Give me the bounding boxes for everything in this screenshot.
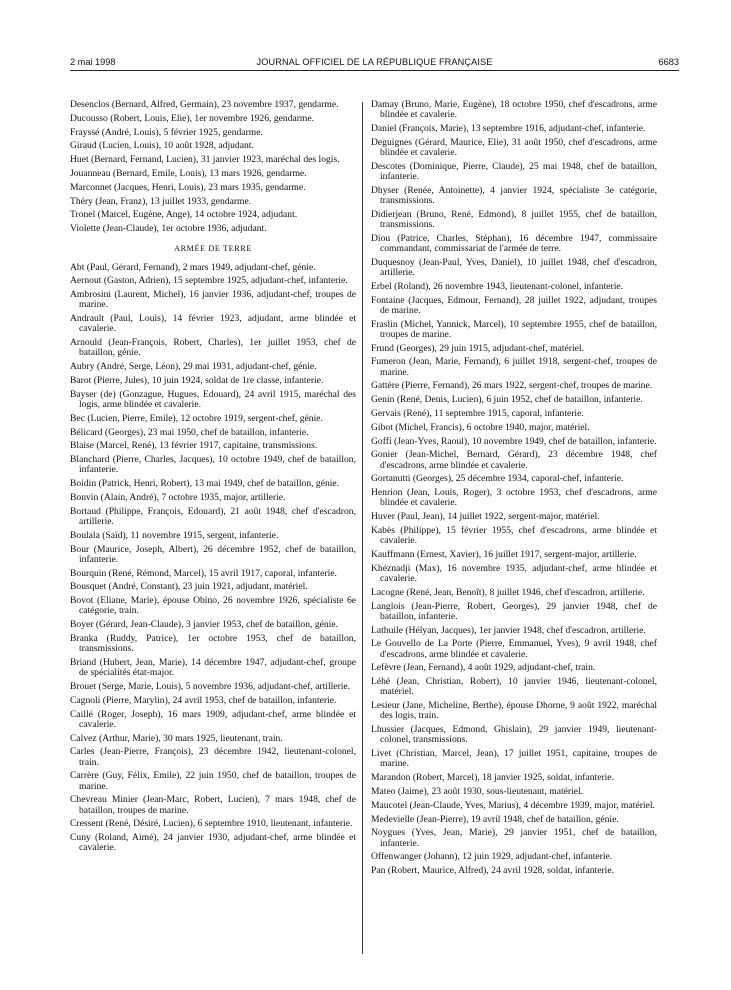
list-item: Ambrosini (Laurent, Michel), 16 janvier 1936, adjudant-chef, troupes de marine. [70, 289, 356, 311]
list-item: Abt (Paul, Gérard, Fernand), 2 mars 1949, adjudant-chef, génie. [70, 261, 316, 273]
list-item: Aernout (Gaston, Adrien), 15 septembre 1925, adjudant-chef, infanterie. [70, 275, 348, 287]
header-rule [70, 70, 679, 71]
list-item: Bourquin (René, Rémond, Marcel), 15 avril 1917, caporal, infanterie. [70, 567, 337, 579]
list-item: Chevreau Minier (Jean-Marc, Robert, Lucien), 7 mars 1948, chef de bataillon, troupes de marine. [70, 794, 356, 816]
list-item: Marandon (Robert, Marcel), 18 janvier 1925, soldat, infanterie. [371, 772, 614, 784]
list-item: Brouet (Serge, Marie, Louis), 5 novembre 1936, adjudant-chef, artillerie. [70, 680, 351, 692]
list-item: Cagnoli (Pierre, Marylin), 24 avril 1953, chef de bataillon, infanterie. [70, 694, 337, 706]
list-item: Huver (Paul, Jean), 14 juillet 1922, sergent-major, matériel. [371, 511, 600, 523]
list-item: Gortanutti (Georges), 25 décembre 1934, caporal-chef, infanterie. [371, 473, 624, 485]
list-item: Langlois (Jean-Pierre, Robert, Georges), 29 janvier 1948, chef de bataillon, infanterie. [371, 600, 657, 622]
list-item: Gibot (Michel, Francis), 6 octobre 1940, major, matériel. [371, 421, 590, 433]
list-item: Barot (Pierre, Jules), 10 juin 1924, soldat de 1re classe, infanterie. [70, 374, 324, 386]
list-item: Bayser (de) (Gonzague, Hugues, Edouard), 24 avril 1915, maréchal des logis, arme blindée et cavalerie. [70, 388, 356, 410]
list-item: Offenwanger (Johann), 12 juin 1929, adjudant-chef, infanterie. [371, 851, 613, 863]
list-item: Mateo (Jaime), 23 août 1930, sous-lieutenant, matériel. [371, 785, 584, 797]
list-item: Erbel (Roland), 26 novembre 1943, lieutenant-colonel, infanterie. [371, 280, 624, 292]
list-item: Damay (Bruno, Marie, Eugène), 18 octobre 1950, chef d'escadrons, arme blindée et cavalerie. [371, 99, 657, 121]
list-item: Blaise (Marcel, René), 13 février 1917, capitaine, transmissions. [70, 440, 318, 452]
list-item: Carrère (Guy, Félix, Emile), 22 juin 1950, chef de bataillon, troupes de marine. [70, 770, 356, 792]
header-date: 2 mai 1998 [70, 57, 116, 67]
list-item: Frund (Georges), 29 juin 1915, adjudant-chef, matériel. [371, 342, 584, 354]
list-item: Gonier (Jean-Michel, Bernard, Gérard), 23 décembre 1948, chef d'escadrons, arme blindée et cavalerie. [371, 449, 657, 471]
header-journal-title: JOURNAL OFFICIEL DE LA RÉPUBLIQUE FRANÇAISE [256, 57, 493, 67]
list-item: Fumeron (Jean, Marie, Fernand), 6 juillet 1918, sergent-chef, troupes de marine. [371, 356, 657, 378]
list-item: Bortaud (Philippe, François, Edouard), 21 août 1948, chef d'escadron, artillerie. [70, 505, 356, 527]
army-list-left [70, 263, 356, 854]
list-item: Maucotel (Jean-Claude, Yves, Marius), 4 décembre 1939, major, matériel. [371, 799, 655, 811]
list-item: Lacogne (René, Jean, Benoît), 8 juillet 1946, chef d'escadron, artillerie. [371, 586, 645, 598]
list-item: Frayssé (André, Louis), 5 février 1925, gendarme. [70, 126, 263, 138]
list-item: Deguignes (Gérard, Maurice, Elie), 31 août 1950, chef d'escadrons, arme blindée et cavalerie. [371, 136, 657, 158]
list-item: Violette (Jean-Claude), 1er octobre 1936, adjudant. [70, 223, 267, 235]
list-item: Lefèvre (Jean, Fernand), 4 août 1929, adjudant-chef, train. [371, 662, 596, 674]
list-item: Henrion (Jean, Louis, Roger), 3 octobre 1953, chef d'escadrons, arme blindée et cavalerie. [371, 487, 657, 509]
list-item: Medevielle (Jean-Pierre), 19 avril 1948, chef de bataillon, génie. [371, 813, 619, 825]
list-item: Boyer (Gérard, Jean-Claude), 3 janvier 1953, chef de bataillon, génie. [70, 619, 338, 631]
list-item: Lathuile (Hélyan, Jacques), 1er janvier 1948, chef d'escadron, artillerie. [371, 624, 646, 636]
list-item: Aubry (André, Serge, Léon), 29 mai 1931, adjudant-chef, génie. [70, 361, 317, 373]
list-item: Duquesnoy (Jean-Paul, Yves, Daniel), 10 juillet 1948, chef d'escadron, artillerie. [371, 256, 657, 278]
list-item: Ducousso (Robert, Louis, Elie), 1er novembre 1926, gendarme. [70, 112, 315, 124]
list-item: Bovot (Eliane, Marie), épouse Obino, 26 novembre 1926, spécialiste 6e catégorie, train. [70, 595, 356, 617]
list-item: Boulala (Saïd), 11 novembre 1915, sergent, infanterie. [70, 529, 279, 541]
list-item: Blanchard (Pierre, Charles, Jacques), 10 octobre 1949, chef de bataillon, infanterie. [70, 454, 356, 476]
list-item: Théry (Jean, Franz), 13 juillet 1933, gendarme. [70, 195, 252, 207]
list-item: Lesieur (Jane, Micheline, Berthe), épouse Dhorne, 9 août 1922, maréchal des logis, train. [371, 700, 657, 722]
list-item: Noygues (Yves, Jean, Marie), 29 janvier 1951, chef de bataillon, infanterie. [371, 827, 657, 849]
list-item: Didierjean (Bruno, René, Edmond), 8 juillet 1955, chef de bataillon, transmissions. [371, 208, 657, 230]
list-item: Goffi (Jean-Yves, Raoul), 10 novembre 1949, chef de bataillon, infanterie. [371, 435, 657, 447]
army-list-right [371, 100, 657, 876]
column-divider [362, 102, 363, 954]
page-header [70, 57, 679, 71]
list-item: Marconnet (Jacques, Henri, Louis), 23 mars 1935, gendarme. [70, 181, 306, 193]
list-item: Pan (Robert, Maurice, Alfred), 24 avril 1928, soldat, infanterie. [371, 865, 614, 877]
list-item: Kabès (Philippe), 15 février 1955, chef d'escadrons, arme blindée et cavalerie. [371, 524, 657, 547]
list-item: Huet (Bernard, Fernand, Lucien), 31 janvier 1923, maréchal des logis. [70, 154, 340, 166]
list-item: Léhé (Jean, Christian, Robert), 10 janvier 1946, lieutenant-colonel, matériel. [371, 676, 657, 698]
list-item: Arnould (Jean-François, Robert, Charles), 1er juillet 1953, chef de bataillon, génie. [70, 337, 356, 359]
section-title: ARMÉE DE TERRE [174, 244, 252, 254]
list-item: Jouanneau (Bernard, Emile, Louis), 13 mars 1926, gendarme. [70, 167, 307, 179]
list-item: Le Gouvello de La Porte (Pierre, Emmanuel, Yves), 9 avril 1948, chef d'escadrons, arme blindée et cavalerie. [371, 638, 657, 660]
list-item: Fraslin (Michel, Yannick, Marcel), 10 septembre 1955, chef de bataillon, troupes de marine. [371, 318, 657, 340]
list-item: Bélicard (Georges), 23 mai 1950, chef de bataillon, infanterie. [70, 426, 309, 438]
list-item: Calvez (Arthur, Marie), 30 mars 1925, lieutenant, train. [70, 732, 283, 744]
list-item: Caillé (Roger, Joseph), 16 mars 1909, adjudant-chef, arme blindée et cavalerie. [70, 708, 356, 730]
left-column [70, 100, 356, 857]
header-page-number: 6683 [658, 57, 679, 67]
list-item: Cressent (René, Désiré, Lucien), 6 septembre 1910, lieutenant, infanterie. [70, 818, 353, 830]
list-item: Gattère (Pierre, Fernand), 26 mars 1922, sergent-chef, troupes de marine. [371, 380, 653, 392]
list-item: Boidin (Patrick, Henri, Robert), 13 mai 1949, chef de bataillon, génie. [70, 478, 340, 490]
list-item: Dhyser (Renée, Antoinette), 4 janvier 1924, spécialiste 3e catégorie, transmissions. [371, 184, 657, 206]
list-item: Carles (Jean-Pierre, François), 23 décembre 1942, lieutenant-colonel, train. [70, 746, 356, 768]
list-item: Fontaine (Jacques, Edmour, Fernand), 28 juillet 1922, adjudant, troupes de marine. [371, 294, 657, 316]
gendarmerie-list [70, 100, 356, 234]
list-item: Livet (Christian, Marcel, Jean), 17 juillet 1951, capitaine, troupes de marine. [371, 748, 657, 770]
list-item: Giraud (Lucien, Louis), 10 août 1928, adjudant. [70, 140, 254, 152]
list-item: Bour (Maurice, Joseph, Albert), 26 décembre 1952, chef de bataillon, infanterie. [70, 543, 356, 565]
list-item: Cuny (Roland, Aimé), 24 janvier 1930, adjudant-chef, arme blindée et cavalerie. [70, 832, 356, 854]
list-item: Bec (Lucien, Pierre, Emile), 12 octobre 1919, sergent-chef, génie. [70, 412, 323, 424]
list-item: Bousquet (André, Constant), 23 juin 1921, adjudant, matériel. [70, 581, 308, 593]
list-item: Khéznadji (Max), 16 novembre 1935, adjudant-chef, arme blindée et cavalerie. [371, 562, 657, 584]
list-item: Andrault (Paul, Louis), 14 février 1923, adjudant, arme blindée et cavalerie. [70, 313, 356, 335]
list-item: Genin (René, Denis, Lucien), 6 juin 1952, chef de bataillon, infanterie. [371, 394, 643, 406]
right-column [371, 100, 657, 880]
list-item: Daniel (François, Marie), 13 septembre 1916, adjudant-chef, infanterie. [371, 123, 646, 134]
list-item: Bonvin (Alain, André), 7 octobre 1935, major, artillerie. [70, 491, 286, 503]
list-item: Descotes (Dominique, Pierre, Claude), 25 mai 1948, chef de bataillon, infanterie. [371, 160, 657, 182]
list-item: Tronel (Marcel, Eugène, Ange), 14 octobre 1924, adjudant. [70, 209, 298, 221]
list-item: Desenclos (Bernard, Alfred, Germain), 23 novembre 1937, gendarme. [70, 99, 339, 110]
list-item: Diou (Patrice, Charles, Stéphan), 16 décembre 1947, commissaire commandant, commissariat de l'armée de terre. [371, 232, 657, 254]
list-item: Kauffmann (Ernest, Xavier), 16 juillet 1917, sergent-major, artillerie. [371, 548, 637, 560]
list-item: Branka (Ruddy, Patrice), 1er octobre 1953, chef de bataillon, transmissions. [70, 632, 356, 655]
list-item: Lhussier (Jacques, Edmond, Ghislain), 29 janvier 1949, lieutenant-colonel, transmissions. [371, 724, 657, 746]
list-item: Gervais (René), 11 septembre 1915, caporal, infanterie. [371, 407, 584, 419]
list-item: Briand (Hubert, Jean, Marie), 14 décembre 1947, adjudant-chef, groupe de spécialités état-major. [70, 656, 356, 679]
